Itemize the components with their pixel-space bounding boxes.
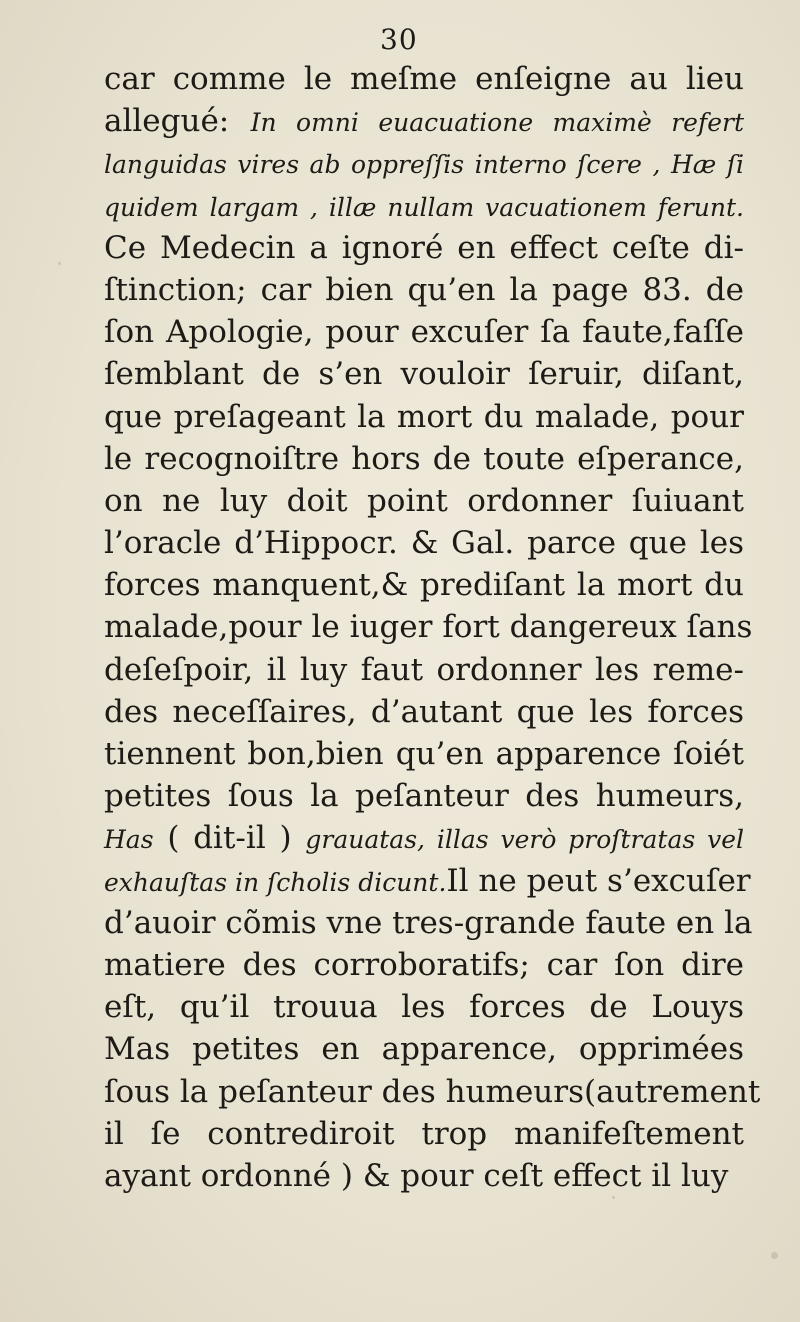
roman-text: ( dit-il ) [153, 820, 306, 857]
roman-text: deſeſpoir, il luy faut ordonner les reme- [104, 651, 744, 688]
text-line [104, 564, 744, 606]
text-line [104, 396, 744, 438]
roman-text: forces manquent,& prediſant la mort du [104, 567, 744, 604]
paper-speck [58, 262, 61, 265]
paper-speck [612, 1196, 615, 1199]
text-line [104, 227, 744, 269]
roman-text: ayant ordonné ) & pour ceſt effect il luy [104, 1157, 729, 1194]
text-line [104, 1113, 744, 1155]
roman-text: que preſageant la mort du malade, pour [104, 398, 744, 435]
text-line [104, 185, 744, 227]
roman-text: tiennent bon,bien qu’en apparence ſoiét [104, 736, 744, 772]
text-line [104, 142, 744, 184]
text-line [104, 733, 744, 775]
roman-text: des neceſſaires, d’autant que les forces [104, 693, 744, 730]
text-line [104, 691, 744, 733]
text-line [104, 438, 744, 480]
text-line [104, 311, 744, 353]
text-line [104, 986, 744, 1028]
text-line [104, 649, 744, 691]
roman-text: Il ne peut s’excuſer [446, 862, 751, 899]
roman-text: ſon Apologie, pour excuſer ſa faute,faſſe [104, 314, 744, 351]
text-line [104, 1155, 744, 1197]
roman-text: ſous la peſanteur des humeurs(autrement [104, 1073, 761, 1110]
roman-text: allegué: [104, 103, 251, 140]
text-line [104, 269, 744, 311]
roman-text: petites ſous la peſanteur des humeurs, [104, 778, 744, 815]
text-line [104, 100, 744, 142]
text-line [104, 817, 744, 859]
text-line [104, 353, 744, 395]
italic-latin-text: quidem largam , illæ nullam vacuationem ferunt. [104, 192, 744, 222]
roman-text: matiere des corroboratifs; car ſon dire [104, 946, 744, 983]
roman-text: Mas petites en apparence, opprimées [104, 1031, 744, 1068]
italic-latin-text: languidas vires ab oppreſſis interno ſcere , Hæ ſi [104, 150, 744, 180]
roman-text: ſemblant de s’en vouloir ſeruir, diſant, [104, 356, 744, 393]
roman-text: on ne luy doit point ordonner ſuiuant [104, 482, 744, 519]
paper-speck [771, 1252, 778, 1259]
roman-text: le recognoiſtre hors de toute eſperance, [104, 440, 744, 477]
roman-text: il ſe contrediroit trop manifeſtement [104, 1115, 744, 1152]
text-line [104, 606, 753, 648]
text-line [104, 902, 753, 944]
roman-text: eſt, qu’il trouua les forces de Louys [104, 989, 744, 1026]
roman-text: Ce Medecin a ignoré en effect ceſte di- [104, 229, 744, 266]
italic-latin-text: grauatas, illas verò proſtratas vel [305, 825, 744, 855]
roman-text: malade,pour le iuger fort dangereux ſans [104, 609, 753, 646]
text-line [104, 480, 744, 522]
text-line [104, 860, 751, 902]
roman-text: car comme le meſme enſeigne au lieu [104, 61, 744, 97]
roman-text: l’oracle d’Hippocr. & Gal. parce que les [104, 525, 744, 562]
italic-latin-text: In omni euacuatione maximè refert [250, 108, 744, 138]
text-line [104, 1071, 761, 1113]
text-line [104, 944, 744, 986]
page-number: 30 [380, 23, 418, 56]
roman-text: ſtinction; car bien qu’en la page 83. de [104, 271, 744, 308]
text-line [104, 522, 744, 564]
roman-text: d’auoir cõmis vne tres-grande faute en la [104, 904, 753, 941]
italic-latin-text: Has [104, 825, 154, 855]
italic-latin-text: exhauſtas in ſcholis dicunt. [104, 867, 447, 897]
body-text [104, 58, 761, 1197]
text-line [104, 58, 744, 100]
text-line [104, 775, 744, 817]
text-line [104, 1028, 744, 1070]
